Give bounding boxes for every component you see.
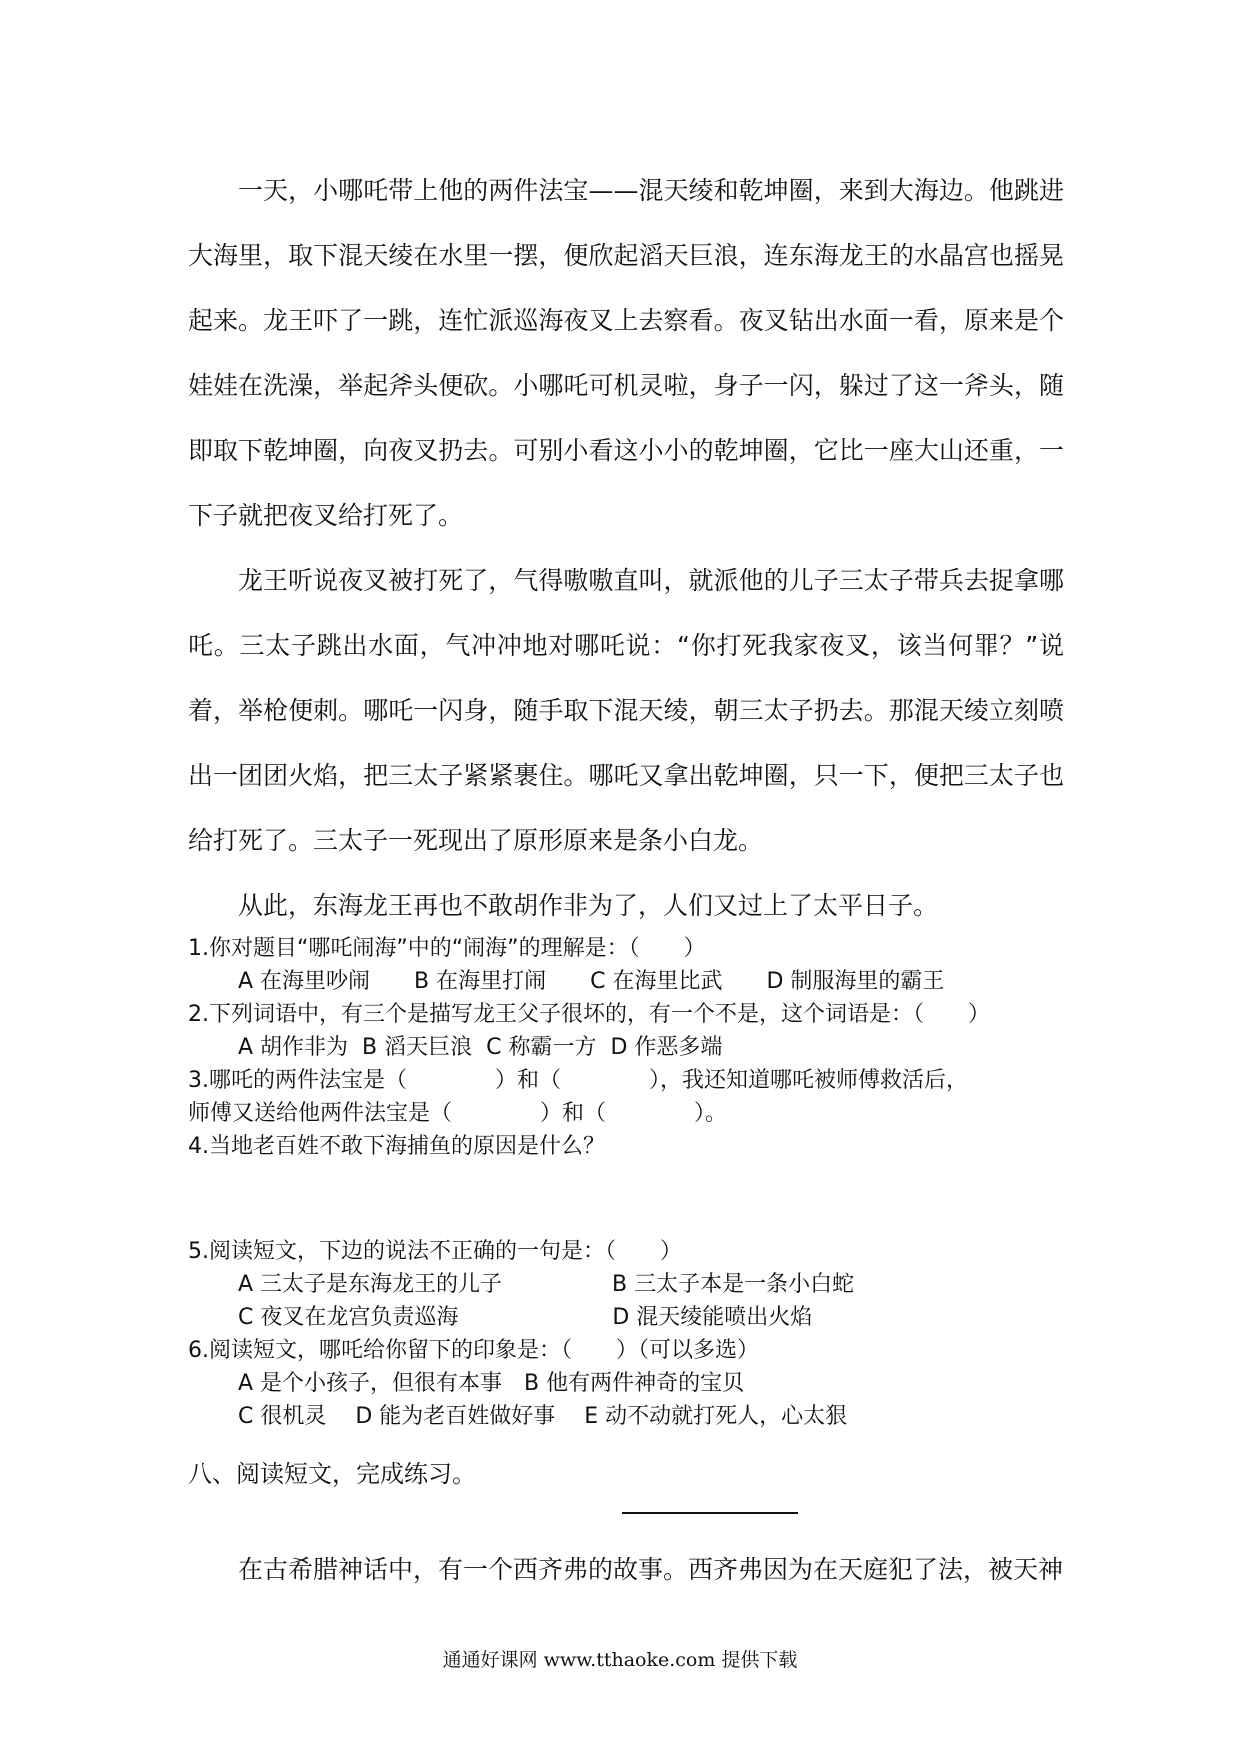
question-3-line-1: 3.哪吒的两件法宝是（ ）和（ ），我还知道哪吒被师傅救活后，	[188, 1068, 968, 1093]
question-1: 1.你对题目“哪吒闹海”中的“闹海”的理解是：（ ）	[188, 936, 706, 961]
question-3-line-2: 师傅又送给他两件法宝是（ ）和（ ）。	[188, 1101, 728, 1126]
section-8-title: 八、阅读短文，完成练习。	[188, 1460, 476, 1488]
question-6-options-1: A 是个小孩子，但很有本事 B 他有两件神奇的宝贝	[238, 1371, 745, 1396]
question-4: 4.当地老百姓不敢下海捕鱼的原因是什么？	[188, 1134, 605, 1159]
question-5-options-2: C 夜叉在龙宫负责巡海 D 混天绫能喷出火焰	[238, 1305, 813, 1330]
story-paragraph-3: 从此，东海龙王再也不敢胡作非为了，人们又过上了太平日子。	[238, 891, 939, 920]
questions-section	[188, 932, 1064, 1433]
section-8-story-start: 在古希腊神话中，有一个西齐弗的故事。西齐弗因为在天庭犯了法，被天神	[238, 1555, 1064, 1584]
question-2: 2.下列词语中，有三个是描写龙王父子很坏的，有一个不是，这个词语是：（ ）	[188, 1002, 990, 1027]
story-text	[188, 158, 1064, 938]
footer-credit: 通通好课网 www.tthaoke.com 提供下载	[442, 1649, 798, 1671]
question-5: 5.阅读短文，下边的说法不正确的一句是：（ ）	[188, 1239, 682, 1264]
question-1-options: A 在海里吵闹 B 在海里打闹 C 在海里比武 D 制服海里的霸王	[238, 969, 945, 994]
story-paragraph-2: 龙王听说夜叉被打死了，气得嗷嗷直叫，就派他的儿子三太子带兵去捉拿哪吒。三太子跳出水面，气冲冲地对哪吒说：“你打死我家夜叉，该当何罪？”说着，举枪便刺。哪吒一闪身，随手取下混天绫，朝三太子扔去。那混天绫立刻喷出一团团火焰，把三太子紧紧裹住。哪吒又拿出乾坤圈，只一下，便把三太子也给打死了。三太子一死现出了原形原来是条小白龙。	[188, 566, 1064, 855]
title-blank-line	[622, 1512, 798, 1514]
story-paragraph-1: 一天，小哪吒带上他的两件法宝——混天绫和乾坤圈，来到大海边。他跳进大海里，取下混天绫在水里一摆，便欣起滔天巨浪，连东海龙王的水晶宫也摇晃起来。龙王吓了一跳，连忙派巡海夜叉上去察看。夜叉钻出水面一看，原来是个娃娃在洗澡，举起斧头便砍。小哪吒可机灵啦，身子一闪，躲过了这一斧头，随即取下乾坤圈，向夜叉扔去。可别小看这小小的乾坤圈，它比一座大山还重，一下子就把夜叉给打死了。	[188, 176, 1064, 530]
question-2-options: A 胡作非为 B 滔天巨浪 C 称霸一方 D 作恶多端	[238, 1035, 723, 1060]
answer-space	[188, 1163, 1064, 1235]
question-6: 6.阅读短文，哪吒给你留下的印象是：（ ）（可以多选）	[188, 1338, 759, 1363]
question-6-options-2: C 很机灵 D 能为老百姓做好事 E 动不动就打死人，心太狠	[238, 1404, 848, 1429]
question-5-options-1: A 三太子是东海龙王的儿子 B 三太子本是一条小白蛇	[238, 1272, 855, 1297]
